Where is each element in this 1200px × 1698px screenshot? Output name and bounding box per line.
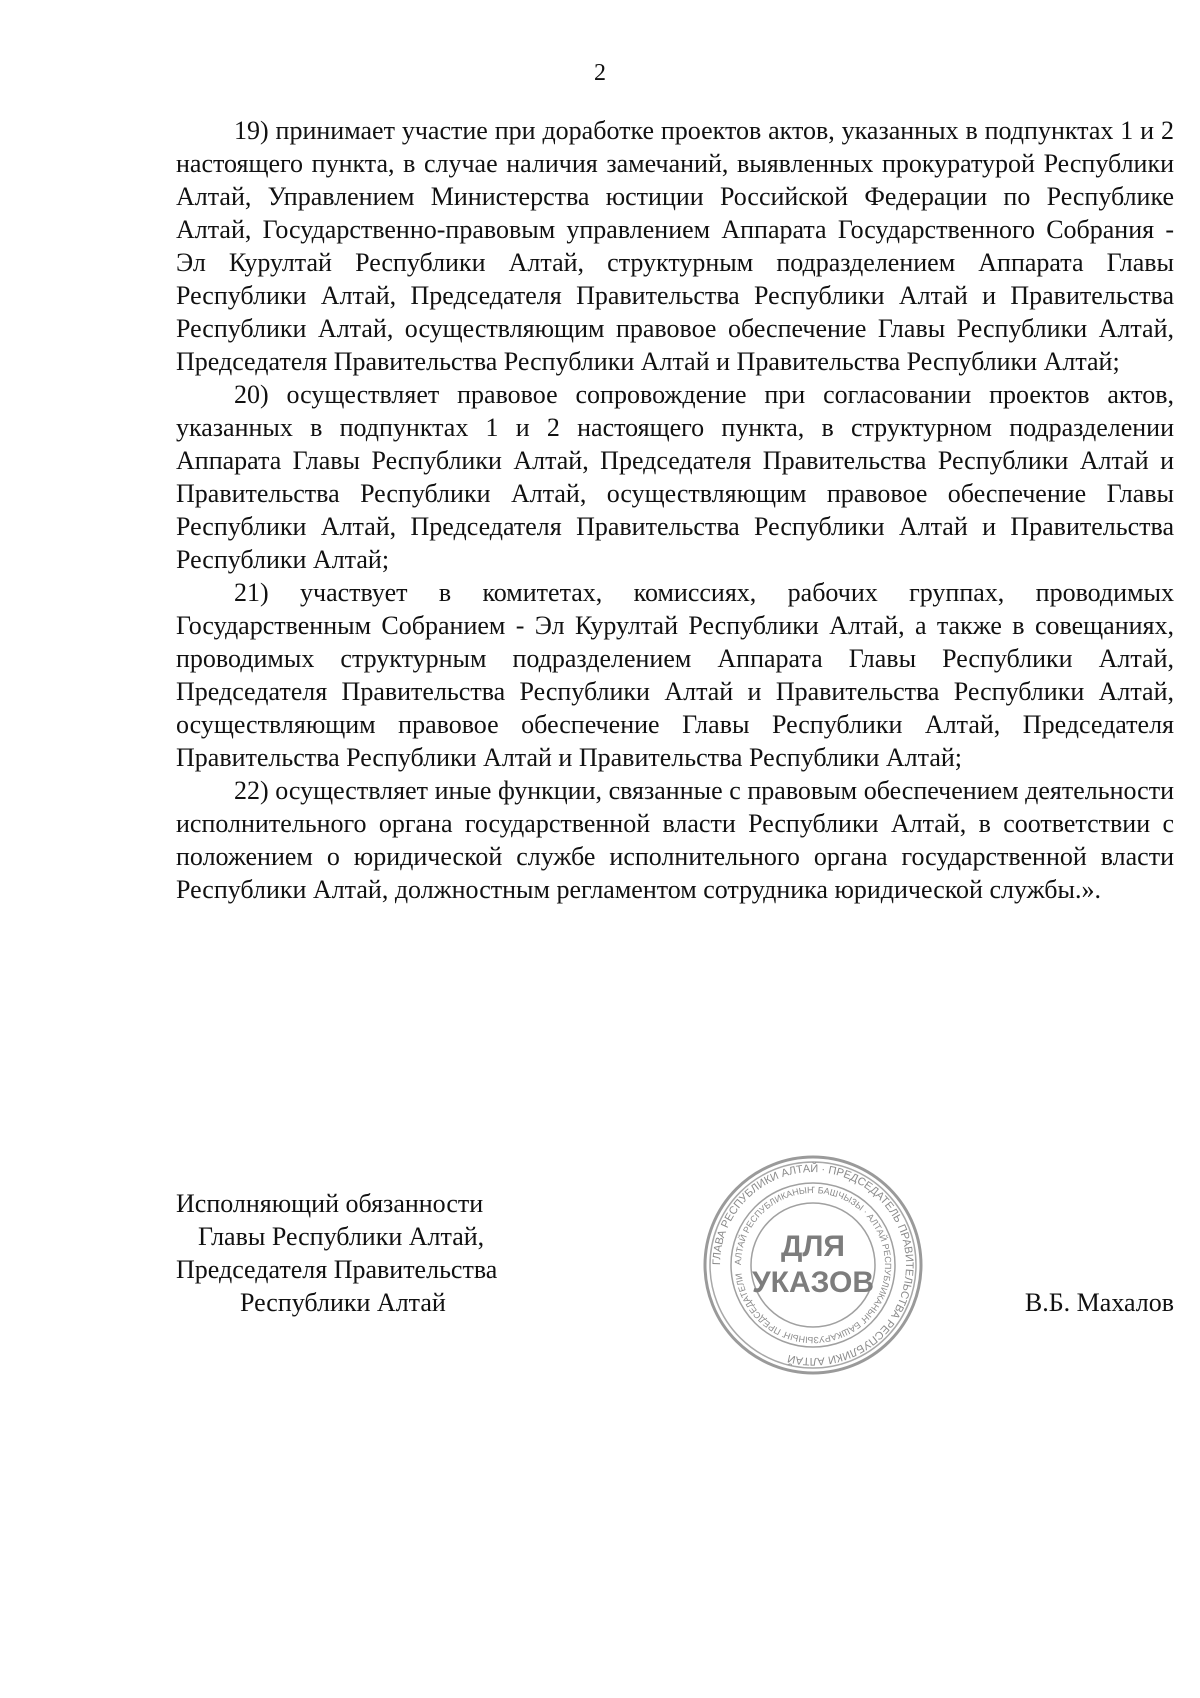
body-text: [176, 114, 1174, 906]
signatory-position-line: Председателя Правительства: [176, 1255, 498, 1284]
paragraph-19: 19) принимает участие при доработке проектов актов, указанных в подпунктах 1 и 2 настоящего пункта, в случае наличия замечаний, выявленных прокуратурой Республики Алтай, Управлением Министерства юстиции Российской Федерации по Республике Алтай, Государственно-правовым управлением Аппарата Государственного Собрания - Эл Курултай Республики Алтай, структурным подразделением Аппарата Главы Республики Алтай, Председателя Правительства Республики Алтай и Правительства Республики Алтай, осуществляющим правовое обеспечение Главы Республики Алтай, Председателя Правительства Республики Алтай и Правительства Республики Алтай;: [176, 116, 1174, 376]
paragraph-21: 21) участвует в комитетах, комиссиях, рабочих группах, проводимых Государственным Собранием - Эл Курултай Республики Алтай, а также в совещаниях, проводимых структурным подразделением Аппарата Главы Республики Алтай, Председателя Правительства Республики Алтай и Правительства Республики Алтай, осуществляющим правовое обеспечение Главы Республики Алтай, Председателя Правительства Республики Алтай и Правительства Республики Алтай;: [176, 578, 1174, 772]
stamp-center-text: ДЛЯ: [781, 1230, 845, 1263]
signatory-position-line: Республики Алтай: [240, 1288, 446, 1317]
signatory-position-line: Исполняющий обязанности: [176, 1189, 484, 1218]
stamp-outer-ring-text: ГЛАВА РЕСПУБЛИКИ АЛТАЙ · ПРЕДСЕДАТЕЛЬ ПРАВИТЕЛЬСТВА РЕСПУБЛИКИ АЛТАЙ: [710, 1162, 916, 1368]
signatory-position-line: Главы Республики Алтай,: [198, 1222, 485, 1251]
stamp-inner-ring-text: АЛТАЙ РЕСПУБЛИКАНЫҤ БАШЧЫЗЫ · АЛТАЙ РЕСПУБЛИКАНЫҤ БАШКАРУЗЫНЫҤ ПРЕДСЕДАТЕЛИ: [732, 1184, 894, 1346]
official-seal-stamp: [698, 1150, 928, 1380]
paragraph-20: 20) осуществляет правовое сопровождение при согласовании проектов актов, указанных в подпунктах 1 и 2 настоящего пункта, в структурном подразделении Аппарата Главы Республики Алтай, Председателя Правительства Республики Алтай и Правительства Республики Алтай, осуществляющим правовое обеспечение Главы Республики Алтай, Председателя Правительства Республики Алтай и Правительства Республики Алтай;: [176, 380, 1174, 574]
stamp-center-text: УКАЗОВ: [751, 1266, 875, 1299]
paragraph-22: 22) осуществляет иные функции, связанные с правовым обеспечением деятельности исполнительного органа государственной власти Республики Алтай, в соответствии с положением о юридической службе исполнительного органа государственной власти Республики Алтай, должностным регламентом сотрудника юридической службы.».: [176, 776, 1174, 904]
signatory-name: В.Б. Махалов: [1024, 1288, 1174, 1317]
page-number: 2: [594, 60, 606, 86]
signatory-position: [176, 1187, 596, 1319]
